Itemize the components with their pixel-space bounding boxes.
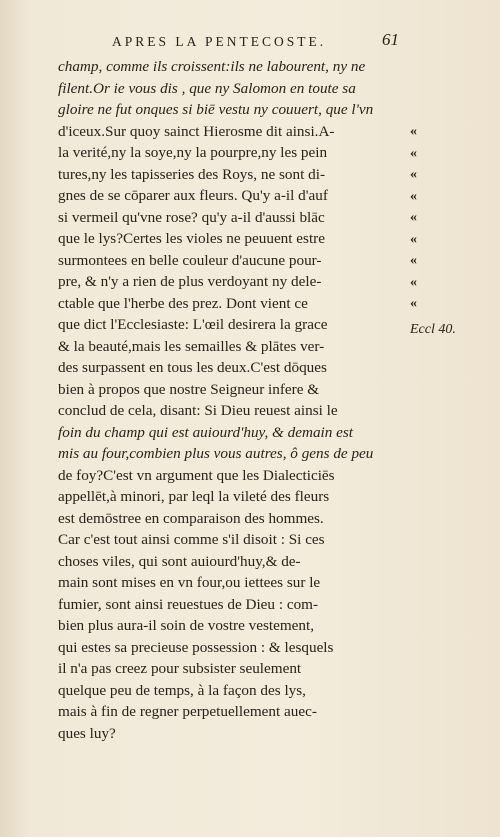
text-line: fumier, sont ainsi reuestues de Dieu : com- — [58, 595, 319, 613]
text-line: que dict l'Ecclesiaste: L'œil desirera la grace — [58, 316, 328, 333]
text-line: choses viles, qui sont auiourd'huy,& de- — [58, 552, 301, 570]
quotation-mark: « — [410, 124, 417, 139]
quotation-mark: « — [410, 167, 417, 182]
quotation-marks-column — [410, 121, 430, 315]
quotation-mark: « — [410, 145, 417, 161]
text-line: la verité,ny la soye,ny la pourpre,ny les pein — [58, 144, 328, 161]
text-line: si vermeil qu'vne rose? qu'y a-il d'aussi blāc — [58, 208, 325, 226]
text-line: il n'a pas creez pour subsister seulement — [58, 660, 302, 677]
text-line: gnes de se cōparer aux fleurs. Qu'y a-il d'auf — [58, 187, 328, 204]
text-line: de foy?C'est vn argument que les Dialecticiēs — [58, 466, 335, 484]
text-line: ques luy? — [58, 724, 116, 742]
body-text — [58, 56, 403, 744]
quotation-mark: « — [410, 188, 417, 204]
quotation-mark: « — [410, 274, 417, 290]
page-number: 61 — [382, 30, 399, 49]
text-line: pre, & n'y a rien de plus verdoyant ny dele- — [58, 273, 322, 290]
text-line: des surpassent en tous les deux.C'est dōques — [58, 359, 327, 376]
text-line: mais à fin de regner perpetuellement auec- — [58, 703, 317, 720]
text-line: bien plus aura-il soin de vostre vestement, — [58, 617, 315, 634]
quotation-mark: « — [410, 296, 417, 311]
text-line: tures,ny les tapisseries des Roys, ne sont di- — [58, 165, 326, 183]
text-line: filent.Or ie vous dis , que ny Salomon en toute sa — [58, 79, 356, 97]
text-line: gloire ne fut onques si biē vestu ny couuert, que l'vn — [58, 101, 374, 118]
text-line: que le lys?Certes les violes ne peuuent estre — [58, 230, 325, 247]
marginal-reference: Eccl 40. — [410, 322, 456, 337]
text-line: champ, comme ils croissent:ils ne labourent, ny ne — [58, 58, 366, 75]
text-line: appellēt,à minori, par leql la vileté des fleurs — [58, 488, 330, 505]
text-line: d'iceux.Sur quoy sainct Hierosme dit ainsi.A- — [58, 122, 335, 140]
text-line: foin du champ qui est auiourd'huy, & demain est — [58, 423, 354, 441]
text-line: main sont mises en vn four,ou iettees sur le — [58, 574, 321, 591]
quotation-mark: « — [410, 210, 417, 225]
text-line: Car c'est tout ainsi comme s'il disoit : Si ces — [58, 531, 325, 548]
text-line: bien à propos que nostre Seigneur infere & — [58, 380, 320, 398]
text-line: & la beauté,mais les semailles & plātes ver- — [58, 337, 325, 355]
text-line: conclud de cela, disant: Si Dieu reuest ainsi le — [58, 402, 338, 419]
text-line: mis au four,combien plus vous autres, ô gens de peu — [58, 445, 374, 462]
text-line: qui estes sa precieuse possession : & lesquels — [58, 638, 334, 656]
quotation-mark: « — [410, 231, 417, 247]
text-line: ctable que l'herbe des prez. Dont vient ce — [58, 294, 308, 312]
running-head: APRES LA PENTECOSTE. — [112, 34, 327, 49]
text-line: est demōstree en comparaison des hommes. — [58, 509, 324, 527]
text-line: quelque peu de temps, à la façon des lys, — [58, 681, 306, 699]
text-line: surmontees en belle couleur d'aucune pour- — [58, 251, 322, 269]
quotation-mark: « — [410, 253, 417, 268]
